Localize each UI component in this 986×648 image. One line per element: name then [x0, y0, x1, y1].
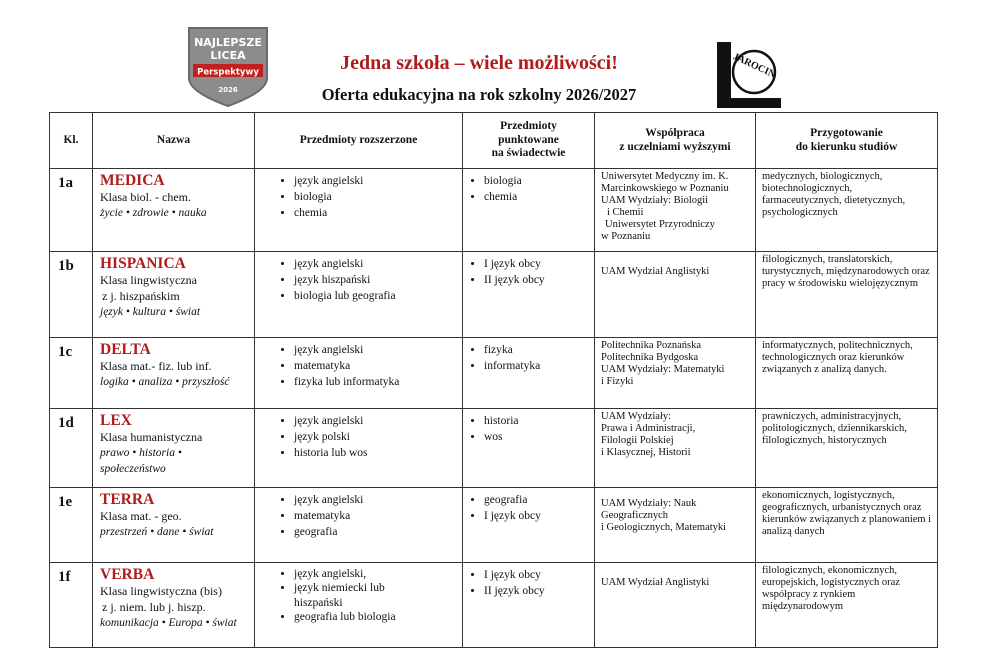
cooperation-line: Marcinkowskiego w Poznaniu — [601, 183, 729, 195]
list-item: • I język obcy — [484, 567, 593, 583]
list-item: • matematyka — [294, 508, 461, 524]
page-title — [0, 52, 986, 75]
cooperation-cell — [595, 338, 756, 409]
list-item: • język angielski — [294, 342, 461, 358]
class-desc: Klasa mat. - geo. — [100, 509, 182, 524]
cooperation-line: Uniwersytet Przyrodniczy — [605, 219, 715, 231]
study-prep-cell: filologicznych, ekonomicznych, europejskich, logistycznych oraz współpracy z rynkiem międzynarodowym — [756, 563, 938, 648]
header-nazwa: Nazwa — [93, 113, 255, 169]
class-motto: logika • analiza • przyszłość — [100, 376, 230, 389]
class-desc: Klasa mat.- fiz. lub inf. — [100, 359, 212, 374]
scored-subjects-cell — [463, 169, 595, 252]
scored-subjects-cell — [463, 488, 595, 563]
cooperation-line: Filologii Polskiej — [601, 435, 674, 447]
cooperation-cell — [595, 563, 756, 648]
cooperation-line: UAM Wydziały: Biologii — [601, 195, 709, 207]
class-name: TERRA — [100, 491, 155, 508]
page-header — [0, 0, 986, 112]
cooperation-line: Politechnika Bydgoska — [601, 352, 699, 364]
class-name: HISPANICA — [100, 255, 186, 272]
extended-subjects-cell — [255, 563, 463, 648]
offer-table — [49, 112, 938, 648]
cooperation-line: UAM Wydziały: Nauk — [601, 498, 697, 509]
list-item: • język niemiecki lub hiszpański — [294, 581, 434, 610]
header-wspolpraca — [595, 113, 756, 169]
badge-line3: Perspektywy — [197, 67, 259, 78]
list-item: • język polski — [294, 429, 461, 445]
list-item: • II język obcy — [484, 583, 593, 599]
header-wspolpraca-line1: Współpraca — [645, 126, 705, 139]
header-punktowane — [463, 113, 595, 169]
table-row — [50, 563, 938, 648]
class-name-cell — [93, 338, 255, 409]
cooperation-line: Prawa i Administracji, — [601, 423, 696, 435]
list-item: • chemia — [294, 205, 461, 221]
study-prep-cell: informatycznych, politechnicznych, technologicznych oraz kierunków związanych z analizą danych. — [756, 338, 938, 409]
header-wspolpraca-line2: z uczelniami wyższymi — [619, 140, 731, 153]
class-desc: Klasa biol. - chem. — [100, 190, 191, 205]
cooperation-line: Politechnika Poznańska — [601, 340, 702, 351]
badge-line1: NAJLEPSZE — [194, 36, 262, 49]
cooperation-line: UAM Wydziały: — [601, 411, 672, 422]
study-prep-cell: medycznych, biologicznych, biotechnologicznych, farmaceutycznych, dietetycznych, psychologicznych — [756, 169, 938, 252]
cooperation-line: w Poznaniu — [601, 231, 651, 243]
class-code: 1e — [50, 488, 93, 563]
study-prep-cell: filologicznych, translatorskich, turystycznych, międzynarodowych oraz pracy w środowisku wielojęzycznym — [756, 252, 938, 338]
class-desc: Klasa lingwistyczna — [100, 273, 197, 288]
scored-subjects-cell — [463, 252, 595, 338]
page-subtitle — [0, 85, 986, 105]
cooperation-cell — [595, 409, 756, 488]
page-subtitle-text: Oferta edukacyjna na rok szkolny 2026/2027 — [321, 85, 637, 104]
table-row — [50, 169, 938, 252]
header-przygotowanie — [756, 113, 938, 169]
page-title-text: Jedna szkoła – wiele możliwości! — [340, 52, 618, 74]
badge-line2: LICEA — [210, 49, 246, 62]
list-item: • język hiszpański — [294, 272, 461, 288]
list-item: • fizyka lub informatyka — [294, 374, 461, 390]
logo-text: JAROCIN — [731, 51, 778, 81]
list-item: • wos — [484, 429, 593, 445]
list-item: • fizyka — [484, 342, 593, 358]
class-name: MEDICA — [100, 172, 165, 189]
class-name: LEX — [100, 412, 132, 429]
cooperation-line: i Chemii — [607, 207, 644, 219]
jarocin-logo-icon — [707, 38, 787, 110]
badge-year: 2026 — [218, 86, 238, 94]
class-desc-2: z j. niem. lub j. hiszp. — [102, 600, 206, 615]
scored-subjects-cell — [463, 563, 595, 648]
header-punktowane-line1: Przedmioty — [500, 119, 557, 132]
cooperation-cell — [595, 488, 756, 563]
cooperation-line: UAM Wydział Anglistyki — [601, 577, 710, 588]
cooperation-line: UAM Wydział Anglistyki — [601, 266, 710, 277]
cooperation-line: UAM Wydziały: Matematyki — [601, 364, 725, 376]
class-motto: przestrzeń • dane • świat — [100, 526, 214, 539]
class-code: 1b — [50, 252, 93, 338]
list-item: • biologia — [484, 173, 593, 189]
class-motto: komunikacja • Europa • świat — [100, 617, 237, 630]
class-name-cell — [93, 563, 255, 648]
class-code: 1c — [50, 338, 93, 409]
list-item: • język angielski — [294, 256, 461, 272]
table-row — [50, 409, 938, 488]
class-desc: Klasa humanistyczna — [100, 430, 203, 445]
extended-subjects-cell — [255, 338, 463, 409]
cooperation-line: Uniwersytet Medyczny im. K. — [601, 171, 729, 182]
cooperation-line: i Klasycznej, Historii — [601, 447, 691, 459]
list-item: • chemia — [484, 189, 593, 205]
extended-subjects-cell — [255, 169, 463, 252]
study-prep-cell: prawniczych, administracyjnych, politologicznych, dziennikarskich, filologicznych, historycznych — [756, 409, 938, 488]
list-item: • język angielski — [294, 413, 461, 429]
extended-subjects-cell — [255, 488, 463, 563]
table-row — [50, 488, 938, 563]
list-item: • historia lub wos — [294, 445, 461, 461]
list-item: • geografia — [294, 524, 461, 540]
header-przygotowanie-line2: do kierunku studiów — [795, 140, 898, 153]
header-punktowane-line3: na świadectwie — [491, 147, 566, 160]
list-item: • język angielski — [294, 492, 461, 508]
list-item: • biologia lub geografia — [294, 288, 461, 304]
cooperation-cell — [595, 169, 756, 252]
class-code: 1a — [50, 169, 93, 252]
header-punktowane-line2: punktowane — [498, 133, 559, 146]
class-name-cell — [93, 488, 255, 563]
list-item: • matematyka — [294, 358, 461, 374]
list-item: • język angielski — [294, 173, 461, 189]
list-item: • biologia — [294, 189, 461, 205]
cooperation-line: Geograficznych — [601, 510, 669, 522]
list-item: • II język obcy — [484, 272, 593, 288]
class-name-cell — [93, 169, 255, 252]
class-desc: Klasa lingwistyczna (bis) — [100, 584, 222, 599]
scored-subjects-cell — [463, 409, 595, 488]
class-motto: prawo • historia • społeczeństwo — [100, 447, 182, 476]
table-row — [50, 338, 938, 409]
header-rozszerzone: Przedmioty rozszerzone — [255, 113, 463, 169]
cooperation-line: i Geologicznych, Matematyki — [601, 522, 727, 534]
list-item: • historia — [484, 413, 593, 429]
scored-subjects-cell — [463, 338, 595, 409]
header-kl: Kl. — [50, 113, 93, 169]
class-motto: życie • zdrowie • nauka — [100, 207, 207, 220]
class-name-cell — [93, 252, 255, 338]
list-item: • informatyka — [484, 358, 593, 374]
list-item: • język angielski, — [294, 567, 461, 581]
class-code: 1f — [50, 563, 93, 648]
study-prep-cell: ekonomicznych, logistycznych, geograficznych, urbanistycznych oraz kierunków związanych z planowaniem i analizą danych — [756, 488, 938, 563]
class-motto: język • kultura • świat — [100, 306, 201, 319]
list-item: • I język obcy — [484, 256, 593, 272]
cooperation-cell — [595, 252, 756, 338]
class-name: DELTA — [100, 341, 151, 358]
class-name-cell — [93, 409, 255, 488]
list-item: • geografia — [484, 492, 593, 508]
list-item: • geografia lub biologia — [294, 610, 461, 624]
table-header-row — [50, 113, 938, 169]
class-code: 1d — [50, 409, 93, 488]
class-name: VERBA — [100, 566, 155, 583]
class-desc-2: z j. hiszpańskim — [102, 289, 180, 304]
cooperation-line: i Fizyki — [601, 376, 634, 388]
list-item: • I język obcy — [484, 508, 593, 524]
extended-subjects-cell — [255, 409, 463, 488]
extended-subjects-cell — [255, 252, 463, 338]
header-przygotowanie-line1: Przygotowanie — [810, 126, 883, 139]
table-row — [50, 252, 938, 338]
